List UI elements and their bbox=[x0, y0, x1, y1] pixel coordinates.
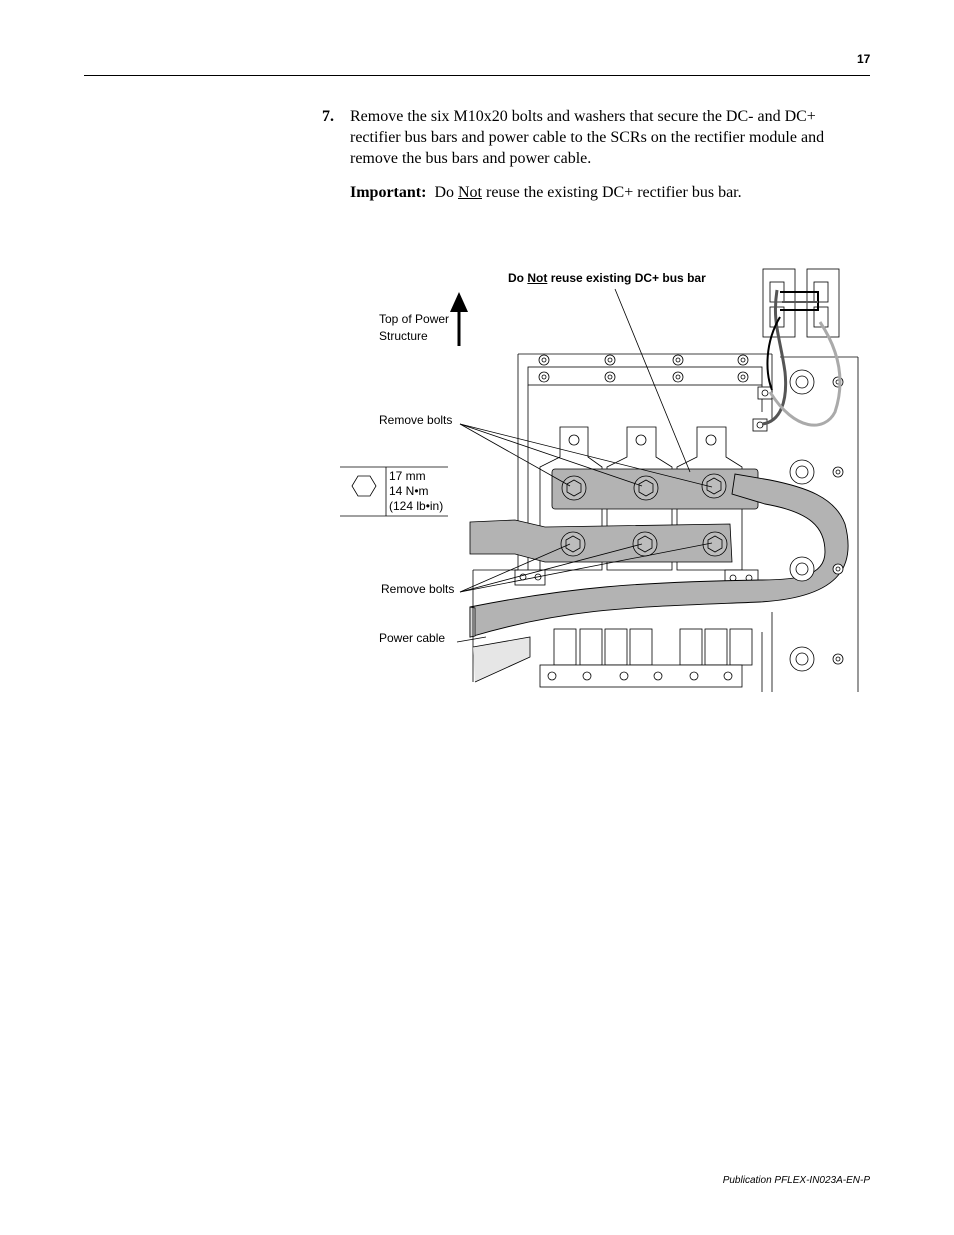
step-text: Remove the six M10x20 bolts and washers that secure the DC- and DC+ rectifier bus bars and power cable to the SCRs on the rectifier module and remove the bus bars and power cable. bbox=[350, 108, 825, 167]
label-top-of-power-line2: Structure bbox=[379, 329, 428, 343]
label-top-of-power-line1: Top of Power bbox=[379, 312, 450, 326]
header-rule bbox=[84, 75, 870, 76]
torque-nm: 14 N•m bbox=[389, 484, 429, 498]
fuse-block bbox=[540, 629, 752, 687]
callout-do-not-reuse bbox=[508, 270, 706, 287]
important-label: Important: bbox=[350, 184, 427, 201]
up-arrow-icon bbox=[450, 292, 468, 346]
dc-minus-bus-bar bbox=[470, 520, 732, 562]
callout-not: Not bbox=[527, 271, 548, 285]
hex-bolt-icon bbox=[352, 476, 376, 496]
callout-do: Do bbox=[508, 271, 524, 285]
torque-size: 17 mm bbox=[389, 469, 426, 483]
label-power-cable: Power cable bbox=[379, 631, 446, 645]
footer-publication: Publication PFLEX-IN023A-EN-P bbox=[722, 1175, 870, 1186]
important-text-before: Do bbox=[434, 184, 454, 201]
important-text-after: reuse the existing DC+ rectifier bus bar. bbox=[486, 184, 742, 201]
label-remove-bolts-upper: Remove bolts bbox=[379, 413, 453, 427]
page-number: 17 bbox=[857, 52, 871, 66]
important-not: Not bbox=[458, 184, 482, 201]
dc-plus-bus-bar bbox=[552, 469, 758, 509]
rectifier-figure bbox=[340, 262, 865, 698]
callout-rest: reuse existing DC+ bus bar bbox=[550, 271, 706, 285]
step-number: 7. bbox=[322, 108, 334, 125]
important-note bbox=[350, 182, 742, 203]
torque-lbin: (124 lb•in) bbox=[389, 499, 444, 513]
label-remove-bolts-lower: Remove bolts bbox=[381, 582, 455, 596]
